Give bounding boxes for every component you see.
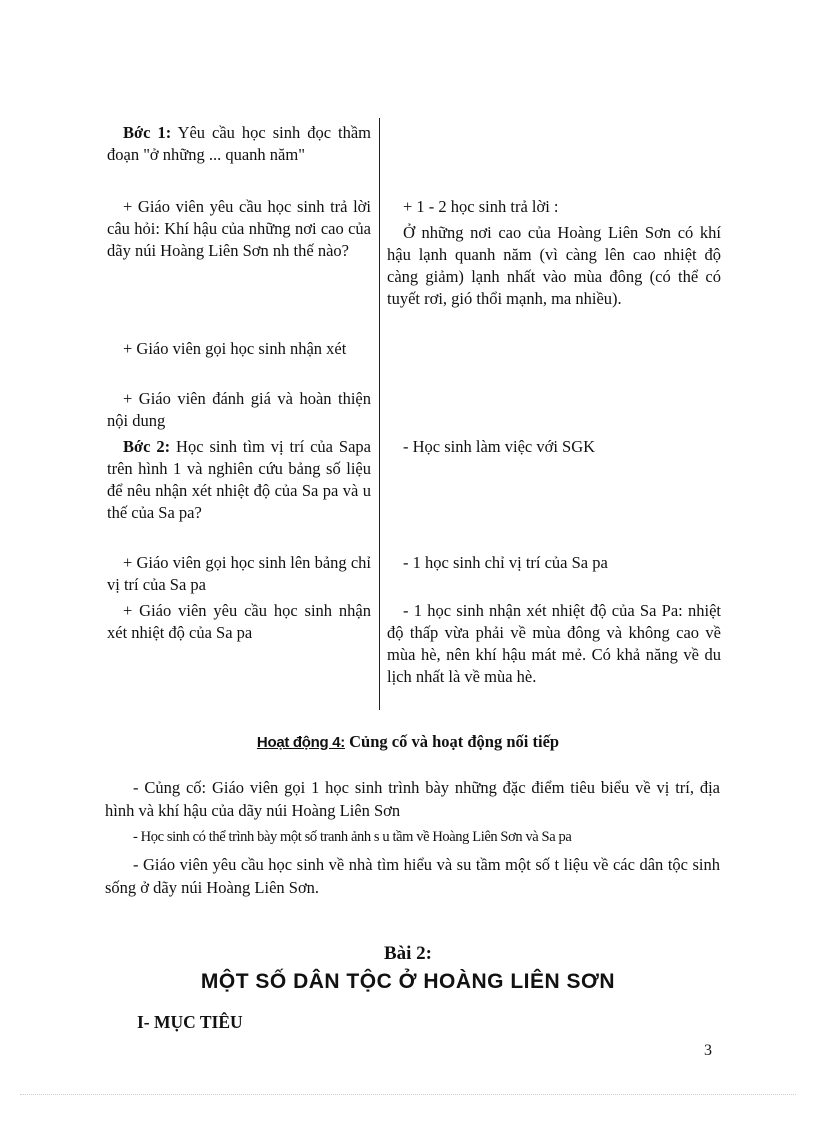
table-cell-teacher: + Giáo viên gọi học sinh nhận xét <box>123 339 347 358</box>
table-cell-teacher: Bớc 2: Học sinh tìm vị trí của Sapa trên hình 1 và nghiên cứu bảng số liệu để nêu nhận xét nhiệt độ của Sa pa và u thế của Sa pa? <box>107 437 371 522</box>
table-cell-teacher: + Giáo viên đánh giá và hoàn thiện nội dung <box>107 389 371 430</box>
table-cell-student: - 1 học sinh chỉ vị trí của Sa pa <box>403 553 608 572</box>
lesson-title: MỘT SỐ DÂN TỘC Ở HOÀNG LIÊN SƠN <box>200 970 616 993</box>
paragraph: - Củng cố: Giáo viên gọi 1 học sinh trình bày những đặc điểm tiêu biểu về vị trí, địa hình và khí hậu của dãy núi Hoàng Liên Sơn <box>105 778 720 820</box>
table-cell-teacher: + Giáo viên gọi học sinh lên bảng chỉ vị trí của Sa pa <box>107 553 371 594</box>
table-cell-student: - 1 học sinh nhận xét nhiệt độ của Sa Pa: nhiệt độ thấp vừa phải về mùa đông và không cao về mùa hè, nên khí hậu mát mẻ. Có khả năng về du lịch nhất là về mùa hè. <box>387 601 721 686</box>
table-cell-teacher: + Giáo viên yêu cầu học sinh nhận xét nhiệt độ của Sa pa <box>107 601 371 642</box>
activity-label: Hoạt động 4: <box>256 734 345 751</box>
step-label: Bớc 2: <box>123 437 171 456</box>
activity-text: Củng cố và hoạt động nối tiếp <box>344 732 560 751</box>
table-cell-student: Ở những nơi cao của Hoàng Liên Sơn có khí hậu lạnh quanh năm (vì càng lên cao nhiệt độ càng giảm) lạnh nhất vào mùa đông (có thể có tuyết rơi, gió thổi mạnh, ma nhiều). <box>387 223 721 308</box>
activity-heading <box>0 732 816 752</box>
paragraph: - Giáo viên yêu cầu học sinh về nhà tìm hiểu và su tầm một số t liệu về các dân tộc sinh sống ở dãy núi Hoàng Liên Sơn. <box>105 855 720 897</box>
lesson-number: Bài 2: <box>383 943 433 964</box>
column-divider <box>379 118 380 710</box>
step-label: Bớc 1: <box>123 123 172 142</box>
table-cell-teacher: Bớc 1: Yêu cầu học sinh đọc thầm đoạn "ở những ... quanh năm" <box>107 123 372 164</box>
page-number: 3 <box>704 1042 712 1059</box>
table-cell-teacher: + Giáo viên yêu cầu học sinh trả lời câu hỏi: Khí hậu của những nơi cao của dãy núi Hoàng Liên Sơn nh thế nào? <box>107 197 371 260</box>
table-cell-student: - Học sinh làm việc với SGK <box>403 437 596 456</box>
table-cell-student: + 1 - 2 học sinh trả lời : <box>403 197 559 216</box>
paragraph: - Học sinh có thể trình bày một số tranh ảnh s u tầm về Hoàng Liên Sơn và Sa pa <box>133 829 572 845</box>
page-divider <box>20 1094 796 1095</box>
section-heading: I- MỤC TIÊU <box>137 1012 243 1032</box>
